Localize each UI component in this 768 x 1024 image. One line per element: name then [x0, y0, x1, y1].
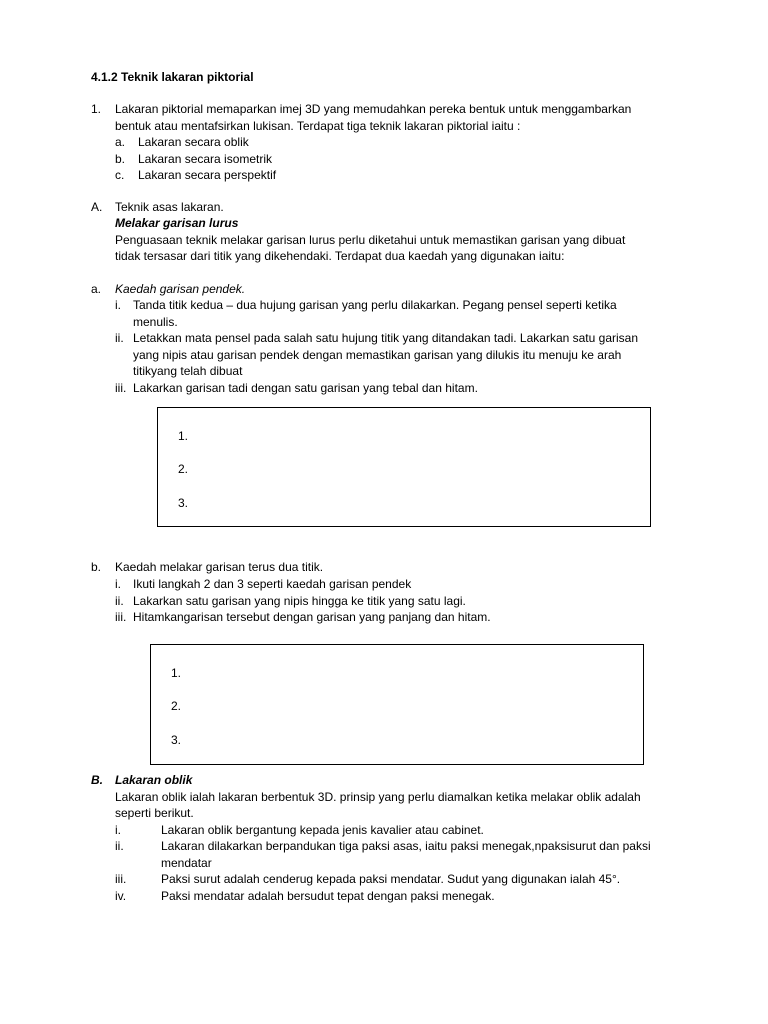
step-text: Letakkan mata pensel pada salah satu hujung titik yang ditandakan tadi. Lakarkan satu garisan — [133, 331, 639, 345]
section-a-title: Teknik asas lakaran. — [115, 200, 224, 214]
step-text: Lakarkan satu garisan yang nipis hingga ke titik yang satu lagi. — [133, 594, 466, 608]
step-marker: iii. — [115, 610, 127, 624]
step-text: yang nipis atau garisan pendek dengan memastikan garisan yang dilukis itu menuju ke arah — [133, 348, 622, 362]
section-b-paragraph-line-1: Lakaran oblik ialah lakaran berbentuk 3D. prinsip yang perlu diamalkan ketika melakar oblik adalah — [115, 790, 641, 804]
intro-item-text: Lakaran secara perspektif — [138, 168, 277, 182]
method-b-marker: b. — [91, 560, 102, 574]
step-text: menulis. — [133, 315, 178, 329]
principle-text: Paksi mendatar adalah bersudut tepat dengan paksi menegak. — [161, 889, 495, 903]
principle-marker: ii. — [115, 839, 124, 853]
intro-line-1: Lakaran piktorial memaparkan imej 3D yang memudahkan pereka bentuk untuk menggambarkan — [115, 102, 632, 116]
answer-box-b — [150, 644, 644, 765]
answer-line-number: 2. — [171, 699, 182, 713]
section-heading: 4.1.2 Teknik lakaran piktorial — [91, 70, 254, 84]
section-b-marker: B. — [91, 773, 103, 787]
intro-item-marker: a. — [115, 135, 126, 149]
principle-text: Paksi surut adalah cenderug kepada paksi mendatar. Sudut yang digunakan ialah 45°. — [161, 872, 621, 886]
section-a-marker: A. — [91, 200, 103, 214]
answer-line-number: 1. — [171, 666, 182, 680]
method-b-title: Kaedah melakar garisan terus dua titik. — [115, 560, 324, 574]
step-marker: i. — [115, 577, 121, 591]
answer-line-number: 3. — [171, 733, 182, 747]
step-text: Hitamkangarisan tersebut dengan garisan yang panjang dan hitam. — [133, 610, 491, 624]
step-text: Tanda titik kedua – dua hujung garisan yang perlu dilakarkan. Pegang pensel seperti ketika — [133, 298, 617, 312]
section-b-paragraph-line-2: seperti berikut. — [115, 806, 194, 820]
principle-text: Lakaran oblik bergantung kepada jenis kavalier atau cabinet. — [161, 823, 484, 837]
intro-item-marker: b. — [115, 152, 126, 166]
intro-item-text: Lakaran secara oblik — [138, 135, 249, 149]
section-a-paragraph-line-1: Penguasaan teknik melakar garisan lurus perlu diketahui untuk memastikan garisan yang dibuat — [115, 233, 626, 247]
principle-marker: iii. — [115, 872, 127, 886]
principle-marker: i. — [115, 823, 121, 837]
section-b-title: Lakaran oblik — [115, 773, 193, 787]
intro-number: 1. — [91, 102, 102, 116]
step-marker: ii. — [115, 331, 124, 345]
principle-text: Lakaran dilakarkan berpandukan tiga paksi asas, iaitu paksi menegak,npaksisurut dan paksi — [161, 839, 651, 853]
section-a-subtitle: Melakar garisan lurus — [115, 216, 239, 230]
answer-line-number: 3. — [178, 496, 189, 510]
answer-line-number: 1. — [178, 429, 189, 443]
section-a-paragraph-line-2: tidak tersasar dari titik yang dikehendaki. Terdapat dua kaedah yang digunakan iaitu: — [115, 249, 565, 263]
step-marker: iii. — [115, 381, 127, 395]
step-marker: i. — [115, 298, 121, 312]
principle-marker: iv. — [115, 889, 127, 903]
intro-line-2: bentuk atau mentafsirkan lukisan. Terdapat tiga teknik lakaran piktorial iaitu : — [115, 119, 521, 133]
answer-line-number: 2. — [178, 462, 189, 476]
step-text: Lakarkan garisan tadi dengan satu garisan yang tebal dan hitam. — [133, 381, 478, 395]
intro-item-text: Lakaran secara isometrik — [138, 152, 273, 166]
principle-text: mendatar — [161, 856, 212, 870]
step-text: titikyang telah dibuat — [133, 364, 243, 378]
intro-item-marker: c. — [115, 168, 125, 182]
step-text: Ikuti langkah 2 dan 3 seperti kaedah garisan pendek — [133, 577, 412, 591]
step-marker: ii. — [115, 594, 124, 608]
answer-box-a — [157, 407, 651, 527]
method-a-marker: a. — [91, 282, 102, 296]
method-a-title: Kaedah garisan pendek. — [115, 282, 246, 296]
